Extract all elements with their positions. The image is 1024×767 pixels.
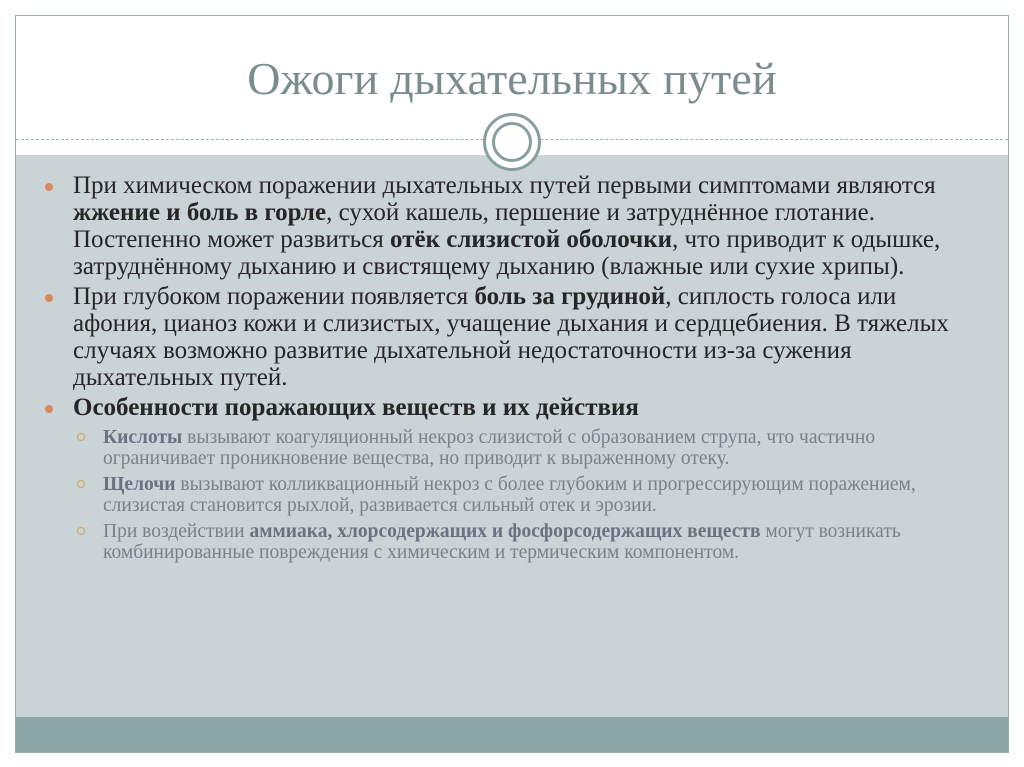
bullet-text (73, 283, 949, 391)
bullet-item (43, 394, 983, 421)
dot-bullet-icon (45, 183, 53, 191)
bold-run: жжение и боль в горле (73, 199, 327, 226)
sub-bullet-item (43, 427, 983, 469)
text-run: , сухой кашель, першение и затруднённое глотание. Постепенно может развиться (73, 199, 875, 253)
sub-bullet-text (103, 427, 875, 469)
text-run: , сиплость голоса или афония, цианоз кожи и слизистых, учащение дыхания и сердцебиения. В тяжелых случаях возможно развитие дыхательной недостаточности из-за сужения дыхательных путей. (73, 283, 949, 391)
bold-run: Особенности поражающих веществ и их действия (73, 394, 639, 421)
footer-band (16, 717, 1008, 752)
dot-bullet-icon (45, 405, 53, 413)
slide-title: Ожоги дыхательных путей (247, 52, 777, 104)
text-run: При химическом поражении дыхательных путей первыми симптомами являются (73, 172, 936, 199)
double-ring-ornament-icon (483, 113, 541, 171)
bullet-text (73, 394, 639, 421)
text-run: вызывают коагуляционный некроз слизистой с образованием струпа, что частично ограничивает проникновение вещества, но приводит к выраженному отеку. (103, 427, 876, 469)
sub-bullet-text (103, 474, 916, 516)
text-run: При глубоком поражении появляется (73, 283, 475, 310)
sub-bullet-text (103, 521, 901, 563)
bullet-list (43, 172, 983, 568)
bullet-item (43, 283, 983, 391)
ring-bullet-icon (77, 480, 85, 488)
bold-run: аммиака, хлорсодержащих и фосфорсодержащих веществ (249, 521, 761, 542)
bullet-text (73, 172, 940, 280)
sub-bullet-item (43, 521, 983, 563)
ring-inner (492, 122, 532, 162)
ring-bullet-icon (77, 527, 85, 535)
text-run: При воздействии (103, 521, 250, 542)
text-run: вызывают колликвационный некроз с более глубоким и прогрессирующим поражением, слизистая становится рыхлой, развивается сильный отек и эрозии. (103, 474, 916, 516)
text-run: могут возникать комбинированные повреждения с химическим и термическим компонентом. (103, 521, 901, 563)
dot-bullet-icon (45, 294, 53, 302)
ring-bullet-icon (77, 433, 85, 441)
sub-bullet-item (43, 474, 983, 516)
bold-run: Кислоты (103, 427, 183, 448)
text-run: , что приводит к одышке, затруднённому дыханию и свистящему дыханию (влажные или сухие хрипы). (73, 226, 941, 280)
bold-run: Щелочи (103, 474, 176, 495)
bullet-item (43, 172, 983, 280)
bold-run: отёк слизистой оболочки (390, 226, 673, 253)
bold-run: боль за грудиной (474, 283, 666, 310)
